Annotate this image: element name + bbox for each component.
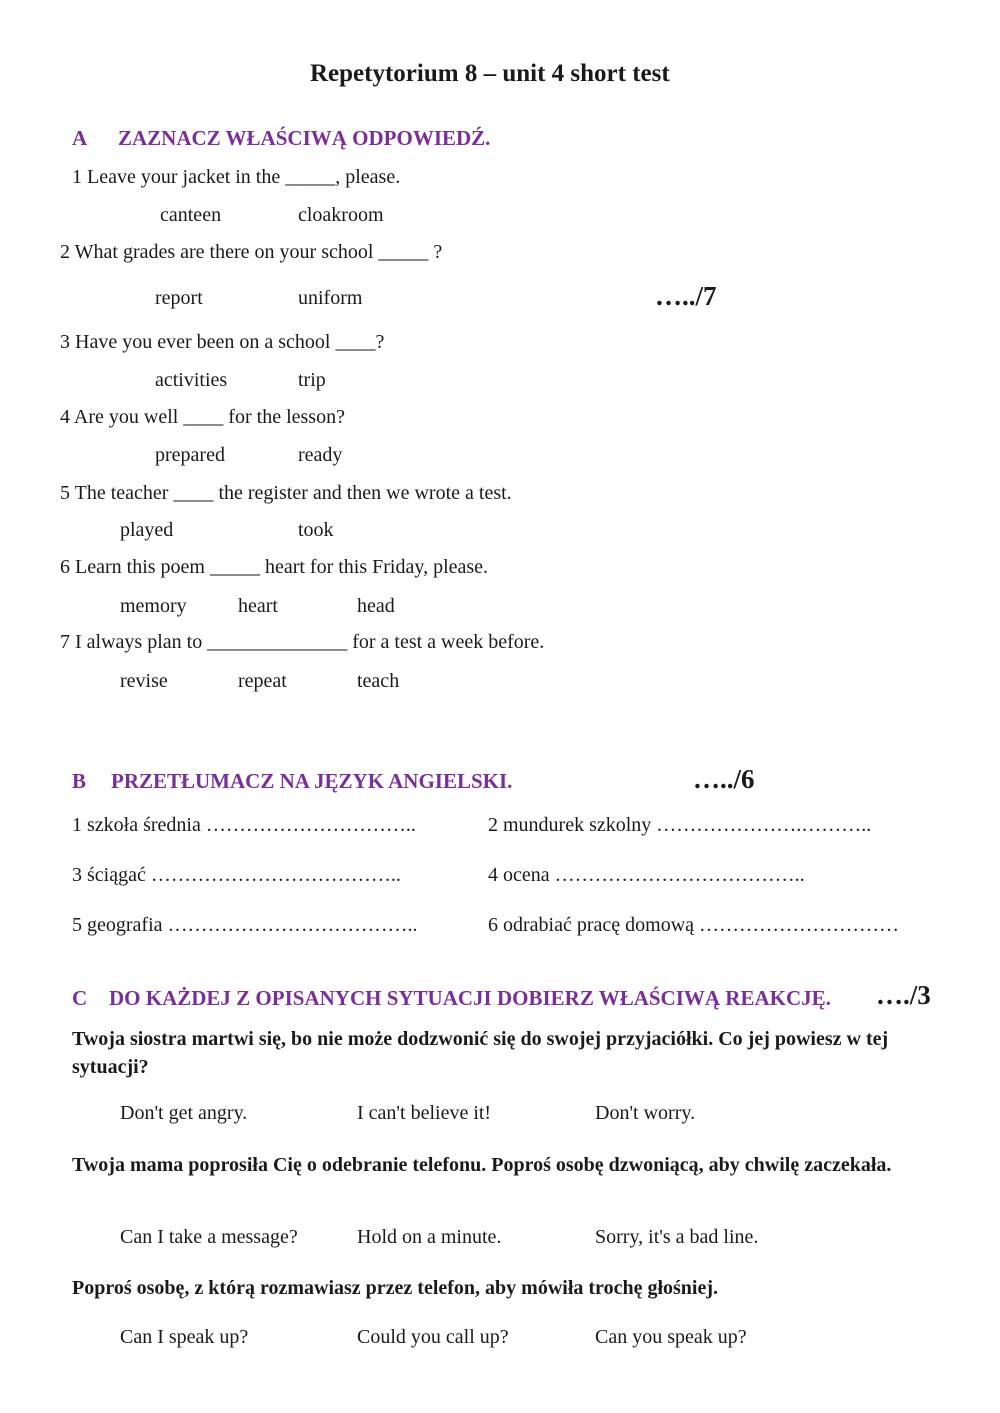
question-3: 3 Have you ever been on a school ____? bbox=[60, 331, 385, 353]
reaction-1b[interactable]: I can't believe it! bbox=[357, 1102, 492, 1124]
section-c-heading: DO KAŻDEJ Z OPISANYCH SYTUACJI DOBIERZ WŁAŚCIWĄ REAKCJĘ. bbox=[109, 986, 831, 1010]
option-6c[interactable]: head bbox=[357, 595, 395, 617]
question-7: 7 I always plan to ______________ for a test a week before. bbox=[60, 631, 545, 653]
reaction-2b[interactable]: Hold on a minute. bbox=[357, 1226, 502, 1248]
option-6a[interactable]: memory bbox=[120, 595, 187, 617]
reaction-2c[interactable]: Sorry, it's a bad line. bbox=[595, 1226, 759, 1248]
question-2: 2 What grades are there on your school _____ ? bbox=[60, 241, 443, 263]
option-7a[interactable]: revise bbox=[120, 670, 168, 692]
question-1: 1 Leave your jacket in the _____, please. bbox=[72, 166, 401, 188]
translation-item-2[interactable]: 2 mundurek szkolny ………………….……….. bbox=[488, 814, 872, 836]
reaction-3b[interactable]: Could you call up? bbox=[357, 1326, 509, 1348]
reaction-2a[interactable]: Can I take a message? bbox=[120, 1226, 298, 1248]
option-7b[interactable]: repeat bbox=[238, 670, 287, 692]
reaction-3a[interactable]: Can I speak up? bbox=[120, 1326, 249, 1348]
page-title: Repetytorium 8 – unit 4 short test bbox=[310, 60, 670, 87]
option-2a[interactable]: report bbox=[155, 287, 203, 309]
option-4b[interactable]: ready bbox=[298, 444, 343, 466]
question-4: 4 Are you well ____ for the lesson? bbox=[60, 406, 345, 428]
section-c-score: …./3 bbox=[876, 980, 931, 1010]
option-2b[interactable]: uniform bbox=[298, 287, 363, 309]
translation-item-4[interactable]: 4 ocena ……………………………….. bbox=[488, 864, 805, 886]
section-a-heading: ZAZNACZ WŁAŚCIWĄ ODPOWIEDŹ. bbox=[118, 126, 491, 150]
option-1a[interactable]: canteen bbox=[160, 204, 222, 226]
section-b-score: …../6 bbox=[693, 764, 755, 794]
option-5b[interactable]: took bbox=[298, 519, 334, 541]
option-7c[interactable]: teach bbox=[357, 670, 400, 692]
section-b-letter: B bbox=[72, 769, 87, 793]
question-5: 5 The teacher ____ the register and then we wrote a test. bbox=[60, 482, 512, 504]
section-c-letter: C bbox=[72, 986, 88, 1010]
translation-item-3[interactable]: 3 ściągać ……………………………….. bbox=[72, 864, 401, 886]
option-6b[interactable]: heart bbox=[238, 595, 278, 617]
option-5a[interactable]: played bbox=[120, 519, 174, 541]
translation-item-6[interactable]: 6 odrabiać pracę domową ………………………… bbox=[488, 914, 900, 936]
reaction-3c[interactable]: Can you speak up? bbox=[595, 1326, 747, 1348]
situation-3: Poproś osobę, z którą rozmawiasz przez telefon, aby mówiła trochę głośniej. bbox=[72, 1277, 719, 1299]
option-4a[interactable]: prepared bbox=[155, 444, 225, 466]
option-1b[interactable]: cloakroom bbox=[298, 204, 384, 226]
reaction-1a[interactable]: Don't get angry. bbox=[120, 1102, 248, 1124]
reaction-1c[interactable]: Don't worry. bbox=[595, 1102, 696, 1124]
situation-1: Twoja siostra martwi się, bo nie może dodzwonić się do swojej przyjaciółki. Co jej powiesz w tej sytuacji? bbox=[72, 1028, 889, 1078]
option-3b[interactable]: trip bbox=[298, 369, 326, 391]
situation-2: Twoja mama poprosiła Cię o odebranie telefonu. Poproś osobę dzwoniącą, aby chwilę zaczekała. bbox=[72, 1154, 892, 1176]
section-a-score: …../7 bbox=[655, 281, 717, 311]
translation-item-5[interactable]: 5 geografia ……………………………….. bbox=[72, 914, 418, 936]
section-a-letter: A bbox=[72, 126, 88, 150]
section-b-heading: PRZETŁUMACZ NA JĘZYK ANGIELSKI. bbox=[111, 769, 513, 793]
option-3a[interactable]: activities bbox=[155, 369, 228, 391]
translation-item-1[interactable]: 1 szkoła średnia ………………………….. bbox=[72, 814, 416, 836]
question-6: 6 Learn this poem _____ heart for this Friday, please. bbox=[60, 556, 489, 578]
